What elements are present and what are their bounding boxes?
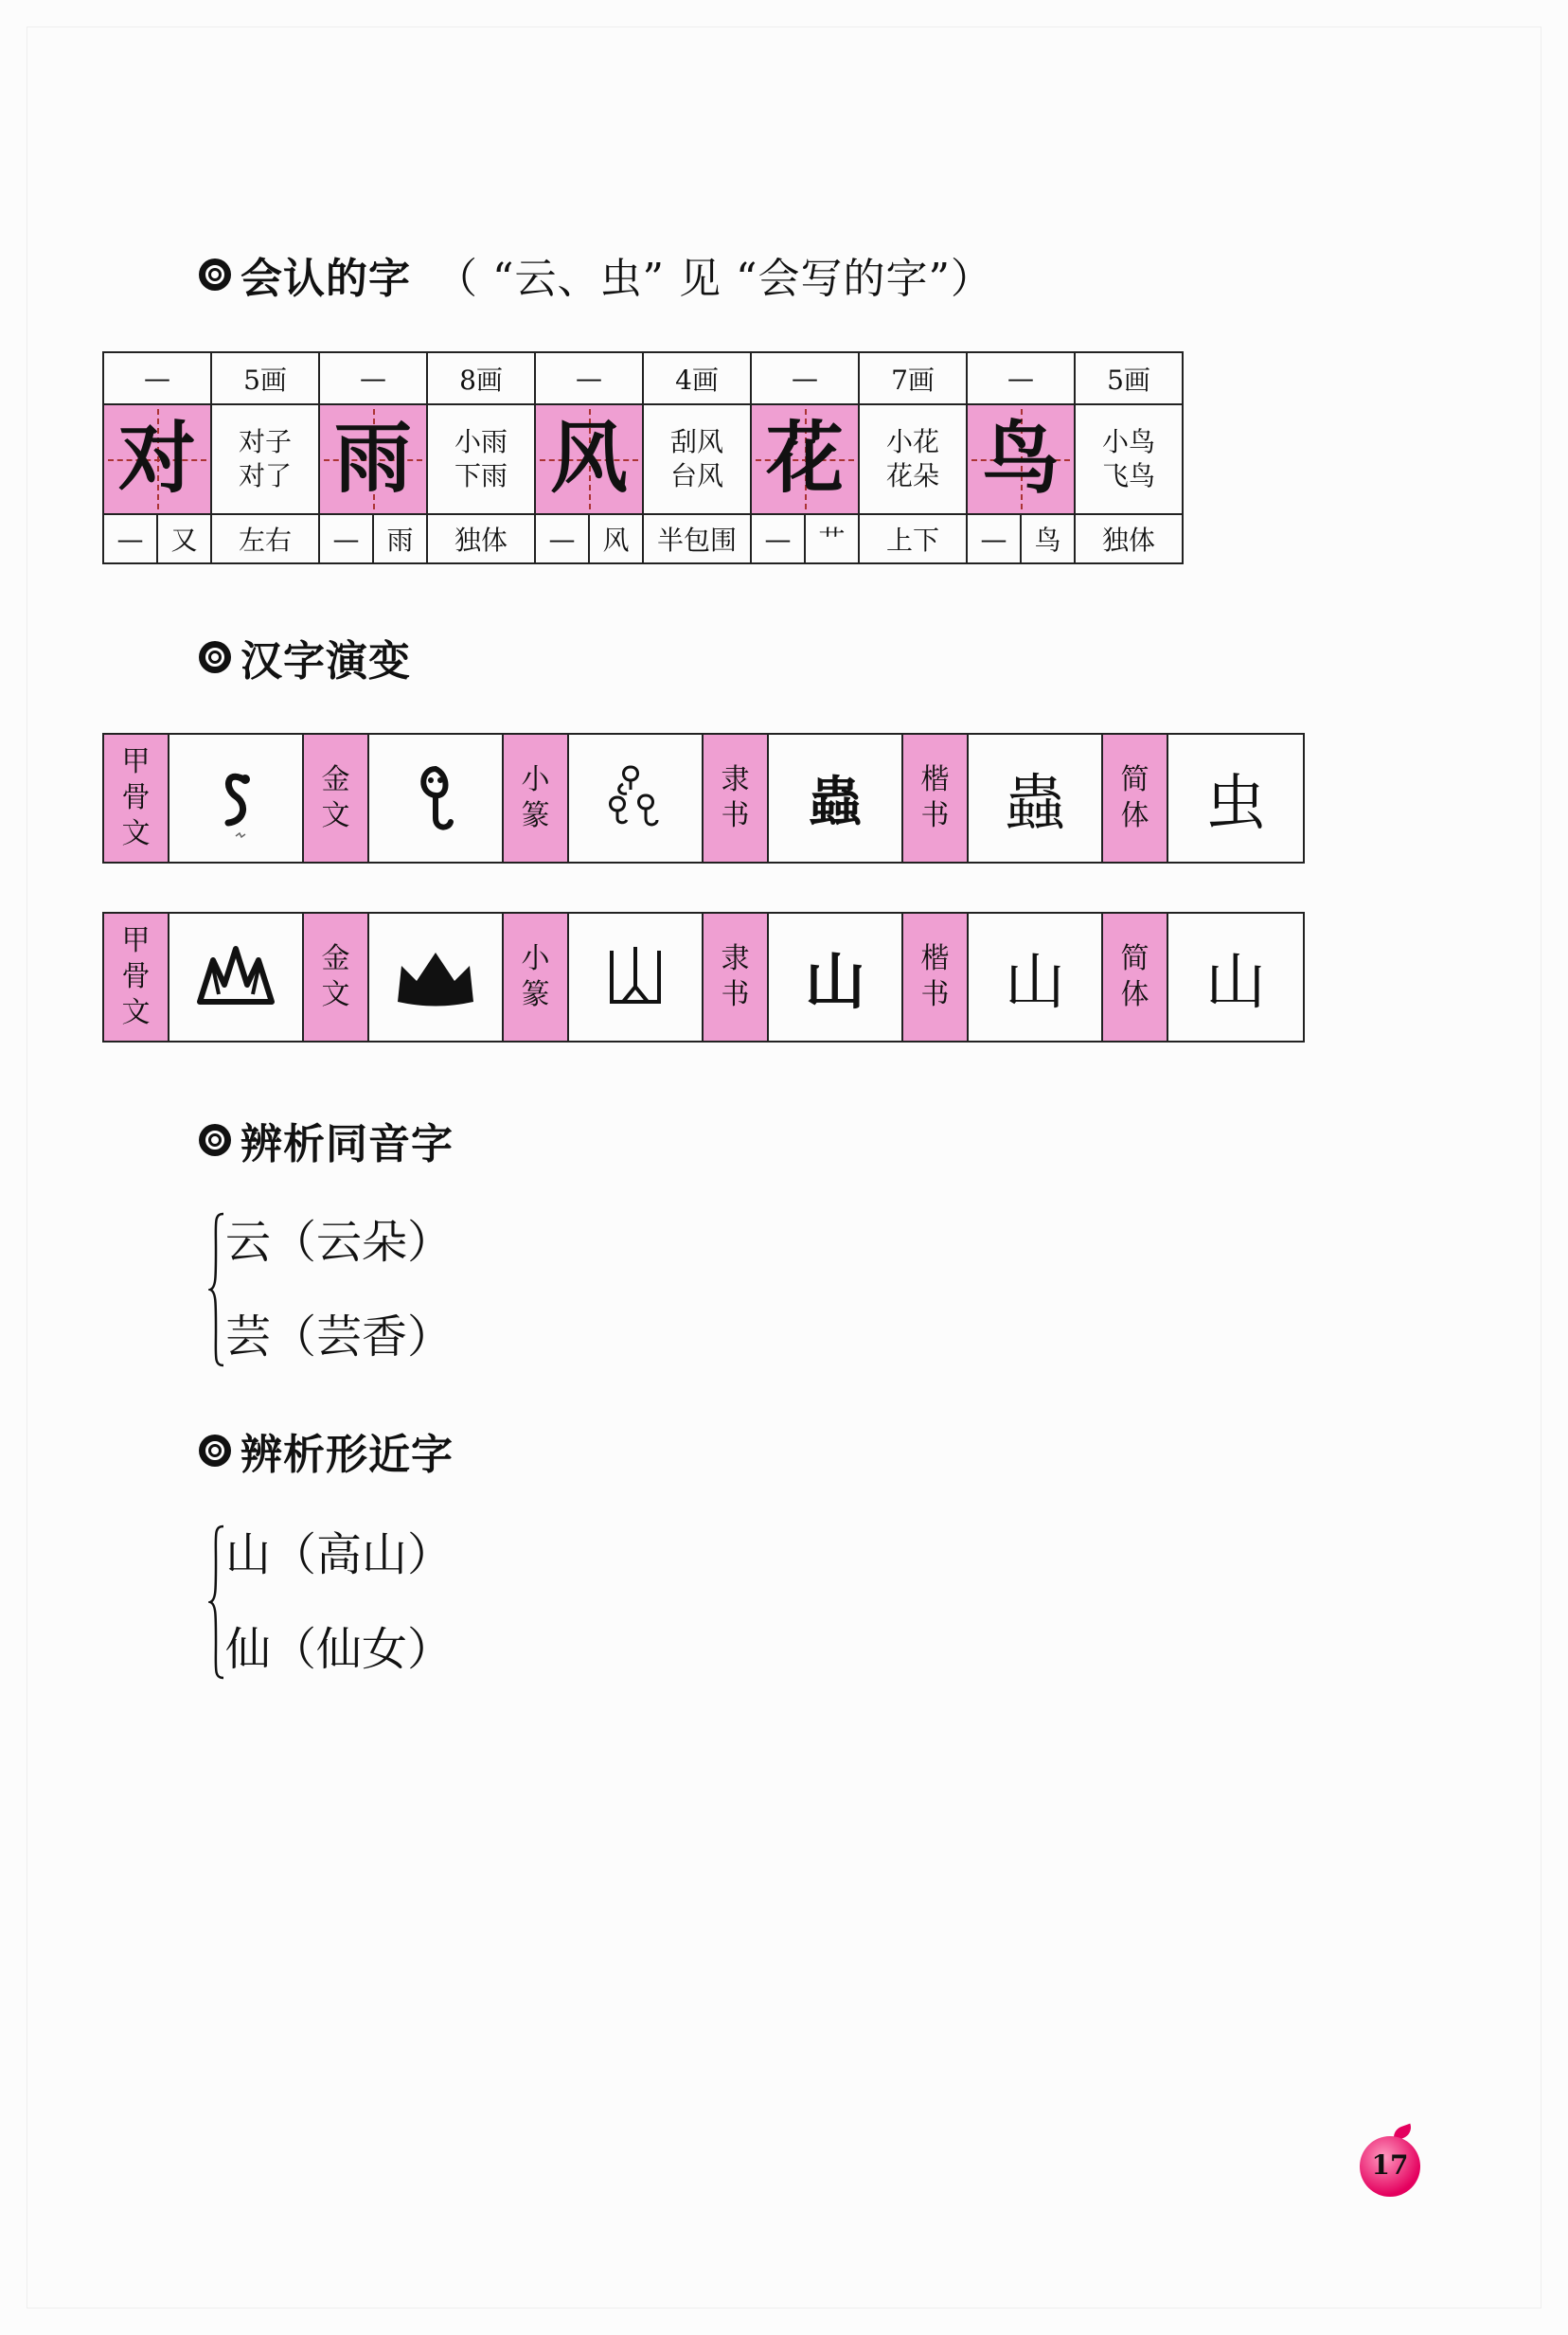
structure-cell: 左右 <box>211 514 319 563</box>
script-label <box>304 735 369 862</box>
radical-count-cell: — <box>967 352 1075 404</box>
section-heading-homophones <box>199 1110 454 1170</box>
label-char: 隶 <box>721 942 750 975</box>
stroke-count-cell: 4画 <box>643 352 751 404</box>
list-item: 云（云朵） <box>225 1216 454 1269</box>
recognize-char-table <box>102 351 1184 564</box>
structure-cell: 独体 <box>427 514 535 563</box>
label-char: 甲 <box>121 745 151 778</box>
list-item: 仙（仙女） <box>225 1623 454 1676</box>
oracle-bone-shan-icon <box>169 914 304 1041</box>
section-heading-recognize <box>199 244 993 305</box>
section-note: （ “云、虫” 见 “会写的字”） <box>436 255 993 303</box>
radical-count-cell: — <box>319 352 427 404</box>
radical-cell: 雨 <box>373 514 427 563</box>
glyph-text: 山 <box>1205 948 1266 1018</box>
script-label <box>704 735 769 862</box>
similar-pair <box>210 1507 453 1697</box>
glyph-text: 蟲 <box>809 771 862 833</box>
label-char: 体 <box>1120 799 1149 832</box>
script-label <box>104 735 169 862</box>
script-label <box>903 914 969 1041</box>
radical-dash-cell: — <box>967 514 1021 563</box>
page-number: 17 <box>1371 2149 1409 2181</box>
label-char: 文 <box>321 978 350 1011</box>
brace-icon <box>208 1524 225 1680</box>
label-char: 文 <box>121 817 151 850</box>
evolution-row-chong <box>102 733 1305 864</box>
radical-dash-cell: — <box>751 514 805 563</box>
structure-cell: 独体 <box>1075 514 1183 563</box>
label-char: 文 <box>321 799 350 832</box>
radical-dash-cell: — <box>319 514 373 563</box>
bronze-chong-icon <box>369 735 504 862</box>
label-char: 隶 <box>721 763 750 796</box>
section-heading-evolution <box>199 627 411 687</box>
label-char: 小 <box>521 763 550 796</box>
word-cell <box>859 404 967 514</box>
char-cell <box>535 404 643 514</box>
oracle-bone-chong-icon <box>169 735 304 862</box>
label-char: 篆 <box>521 799 550 832</box>
radical-count-cell: — <box>751 352 859 404</box>
word: 小雨 <box>454 426 508 457</box>
label-char: 甲 <box>121 924 151 957</box>
clerical-script-glyph <box>769 914 903 1041</box>
label-char: 金 <box>321 763 350 796</box>
seal-shan-icon <box>569 914 704 1041</box>
script-label <box>1103 735 1168 862</box>
radical-dash-cell: — <box>103 514 157 563</box>
glyph-text: 蟲 <box>1005 769 1065 839</box>
script-label <box>903 735 969 862</box>
char-glyph: 鸟 <box>981 414 1060 504</box>
radical-cell: 又 <box>157 514 211 563</box>
word: 台风 <box>669 460 723 491</box>
word: 刮风 <box>669 426 723 457</box>
radical-dash-cell: — <box>535 514 589 563</box>
bullet-icon <box>199 1124 231 1156</box>
regular-script-glyph <box>969 914 1103 1041</box>
structure-cell: 半包围 <box>643 514 751 563</box>
word: 对子 <box>238 426 292 457</box>
char-glyph: 花 <box>765 414 844 504</box>
radical-count-cell: — <box>103 352 211 404</box>
script-label <box>704 914 769 1041</box>
word: 小鸟 <box>1101 426 1155 457</box>
script-label <box>1103 914 1168 1041</box>
word: 小花 <box>885 426 939 457</box>
char-cell <box>751 404 859 514</box>
label-char: 骨 <box>121 781 151 814</box>
label-char: 小 <box>521 942 550 975</box>
label-char: 简 <box>1120 942 1149 975</box>
word: 对了 <box>238 460 292 491</box>
homophone-pair <box>210 1195 453 1384</box>
seal-chong-icon <box>569 735 704 862</box>
simplified-glyph <box>1168 914 1303 1041</box>
label-char: 简 <box>1120 763 1149 796</box>
char-cell <box>967 404 1075 514</box>
label-char: 书 <box>920 799 950 832</box>
word-cell <box>643 404 751 514</box>
word-cell <box>427 404 535 514</box>
evolution-row-shan <box>102 912 1305 1043</box>
label-char: 体 <box>1120 978 1149 1011</box>
stroke-count-cell: 5画 <box>1075 352 1183 404</box>
radical-cell: 鸟 <box>1021 514 1075 563</box>
bullet-icon <box>199 1435 231 1467</box>
script-label <box>304 914 369 1041</box>
label-char: 楷 <box>920 763 950 796</box>
list-item: 山（高山） <box>225 1528 454 1581</box>
label-char: 篆 <box>521 978 550 1011</box>
char-glyph: 风 <box>549 414 628 504</box>
script-label <box>504 914 569 1041</box>
page-number-badge <box>1360 2127 1430 2197</box>
section-title: 辨析同音字 <box>241 1120 454 1168</box>
section-title: 辨析形近字 <box>241 1431 454 1479</box>
radical-cell: 风 <box>589 514 643 563</box>
char-cell <box>319 404 427 514</box>
structure-cell: 上下 <box>859 514 967 563</box>
bullet-icon <box>199 641 231 673</box>
label-char: 书 <box>721 978 750 1011</box>
char-glyph: 雨 <box>333 414 412 504</box>
section-title: 会认的字 <box>241 255 411 303</box>
stroke-count-cell: 5画 <box>211 352 319 404</box>
regular-script-glyph <box>969 735 1103 862</box>
script-label <box>504 735 569 862</box>
glyph-text: 虫 <box>1205 769 1266 839</box>
script-label <box>104 914 169 1041</box>
stroke-count-cell: 8画 <box>427 352 535 404</box>
simplified-glyph <box>1168 735 1303 862</box>
glyph-text: 山 <box>1005 948 1065 1018</box>
word-cell <box>211 404 319 514</box>
char-cell <box>103 404 211 514</box>
word-cell <box>1075 404 1183 514</box>
word: 下雨 <box>454 460 508 491</box>
radical-cell: 艹 <box>805 514 859 563</box>
brace-icon <box>208 1212 225 1367</box>
label-char: 骨 <box>121 960 151 993</box>
word: 花朵 <box>885 460 939 491</box>
section-title: 汉字演变 <box>241 637 411 686</box>
stroke-count-cell: 7画 <box>859 352 967 404</box>
word: 飞鸟 <box>1101 460 1155 491</box>
glyph-text: 山 <box>805 947 865 1018</box>
section-heading-similar <box>199 1420 454 1481</box>
radical-count-cell: — <box>535 352 643 404</box>
list-item: 芸（芸香） <box>225 1310 454 1364</box>
label-char: 楷 <box>920 942 950 975</box>
bronze-shan-icon <box>369 914 504 1041</box>
label-char: 书 <box>920 978 950 1011</box>
label-char: 金 <box>321 942 350 975</box>
label-char: 文 <box>121 996 151 1029</box>
clerical-script-glyph <box>769 735 903 862</box>
char-glyph: 对 <box>117 414 196 504</box>
bullet-icon <box>199 258 231 291</box>
label-char: 书 <box>721 799 750 832</box>
